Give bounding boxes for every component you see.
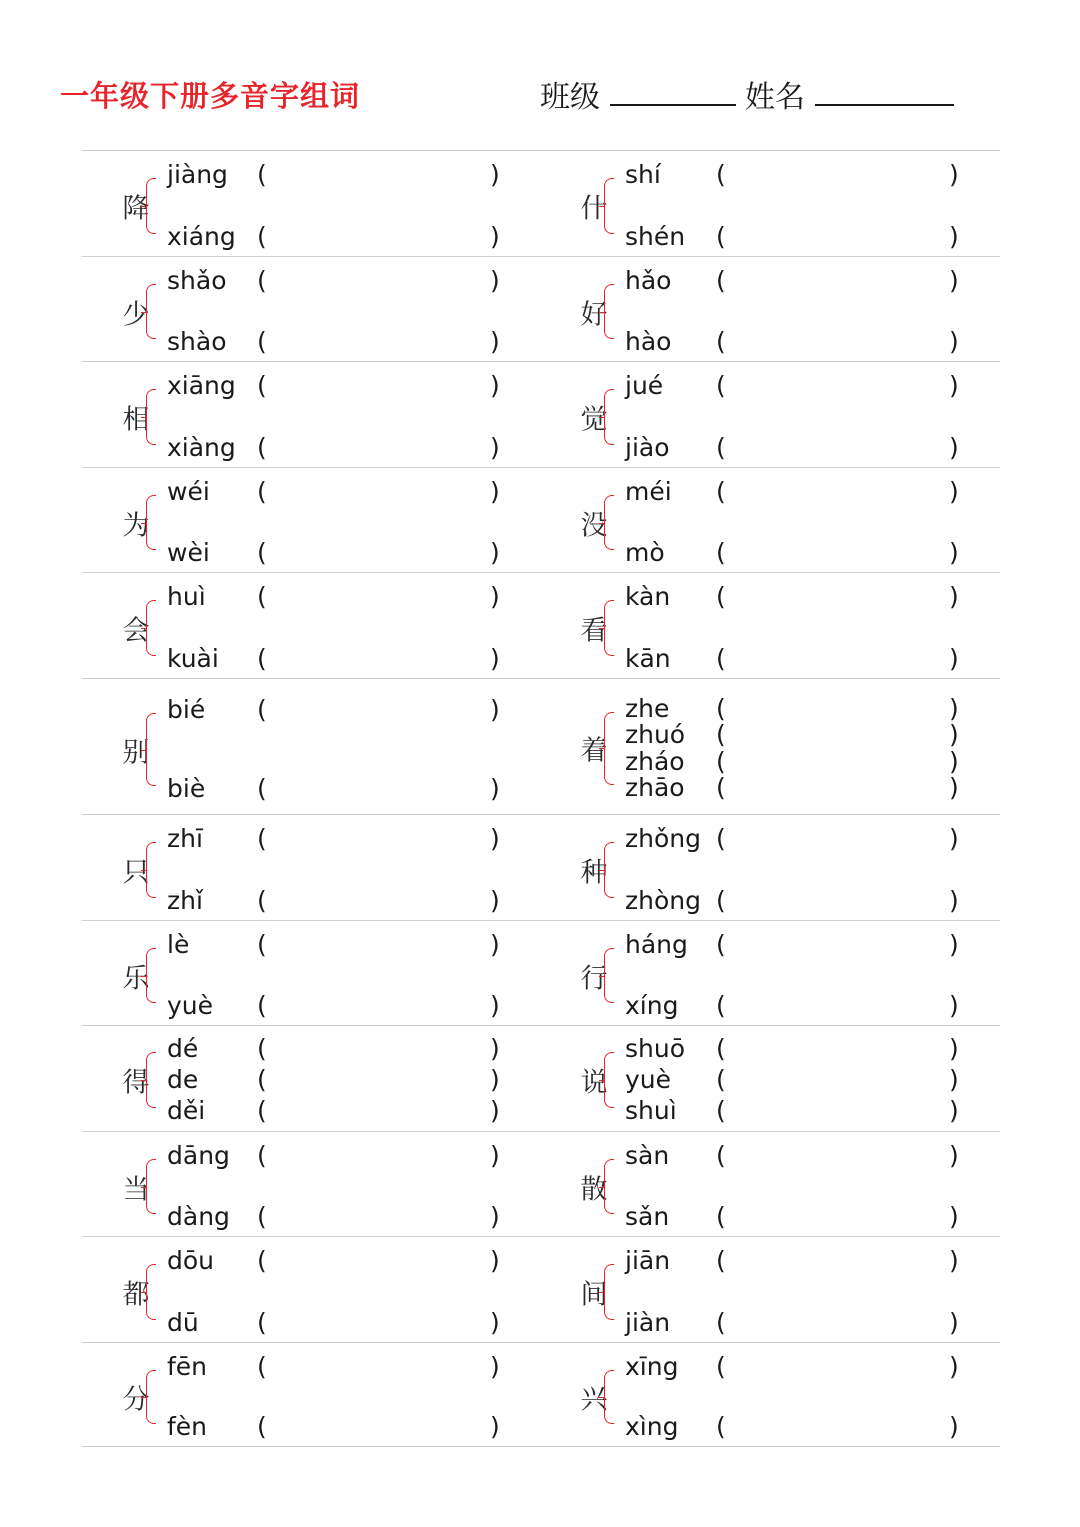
close-paren: ) — [949, 371, 959, 401]
word-answer-blank[interactable] — [731, 645, 941, 673]
open-paren: ( — [716, 432, 726, 462]
chinese-character: 都 — [122, 1279, 150, 1311]
right-exercise — [82, 1132, 1000, 1236]
word-answer-blank[interactable] — [731, 1203, 941, 1231]
chinese-character: 散 — [580, 1174, 608, 1206]
grouping-brace — [604, 600, 614, 655]
open-paren: ( — [257, 1412, 267, 1442]
word-answer-blank[interactable] — [731, 1066, 941, 1094]
grouping-brace — [604, 1159, 614, 1214]
pinyin-reading: wéi — [167, 477, 210, 507]
chinese-character: 分 — [122, 1384, 150, 1416]
chinese-character: 没 — [580, 510, 608, 542]
pinyin-reading: zhǐ — [167, 885, 203, 915]
chinese-character: 行 — [580, 963, 608, 995]
close-paren: ) — [949, 221, 959, 251]
pinyin-reading: shào — [167, 327, 227, 357]
open-paren: ( — [716, 1034, 726, 1064]
pinyin-reading: biè — [167, 774, 206, 804]
chinese-character: 间 — [580, 1279, 608, 1311]
open-paren: ( — [257, 1034, 267, 1064]
close-paren: ) — [490, 538, 500, 568]
word-answer-blank[interactable] — [731, 1309, 941, 1337]
word-answer-blank[interactable] — [731, 161, 941, 189]
close-paren: ) — [949, 538, 959, 568]
close-paren: ) — [949, 1202, 959, 1232]
pinyin-reading: xíng — [625, 991, 679, 1021]
pinyin-reading: sǎn — [625, 1202, 670, 1232]
chinese-character: 觉 — [580, 404, 608, 436]
pinyin-reading: háng — [625, 930, 688, 960]
pinyin-reading: xiáng — [167, 221, 236, 251]
close-paren: ) — [490, 824, 500, 854]
open-paren: ( — [257, 432, 267, 462]
word-answer-blank[interactable] — [731, 1353, 941, 1381]
close-paren: ) — [490, 643, 500, 673]
exercise-row — [82, 815, 1000, 921]
right-exercise — [82, 573, 1000, 678]
close-paren: ) — [490, 1095, 500, 1125]
close-paren: ) — [490, 477, 500, 507]
word-answer-blank[interactable] — [731, 992, 941, 1020]
right-exercise — [82, 468, 1000, 572]
grouping-brace — [604, 948, 614, 1003]
close-paren: ) — [949, 1307, 959, 1337]
open-paren: ( — [257, 695, 267, 725]
close-paren: ) — [490, 327, 500, 357]
name-label: 姓名 — [745, 80, 805, 115]
pinyin-reading: sàn — [625, 1141, 670, 1171]
open-paren: ( — [716, 1065, 726, 1095]
pinyin-reading: bié — [167, 695, 206, 725]
close-paren: ) — [490, 1202, 500, 1232]
close-paren: ) — [490, 1307, 500, 1337]
pinyin-reading: zhāo — [625, 772, 685, 802]
pinyin-reading: wèi — [167, 538, 210, 568]
close-paren: ) — [949, 693, 959, 723]
open-paren: ( — [257, 266, 267, 296]
exercise-row — [82, 1343, 1000, 1447]
pinyin-reading: dāng — [167, 1141, 230, 1171]
chinese-character: 得 — [122, 1067, 150, 1099]
open-paren: ( — [716, 221, 726, 251]
pinyin-reading: yuè — [625, 1065, 672, 1095]
close-paren: ) — [949, 824, 959, 854]
open-paren: ( — [257, 1307, 267, 1337]
grouping-brace — [604, 712, 614, 785]
pinyin-reading: dàng — [167, 1202, 230, 1232]
pinyin-reading: dū — [167, 1307, 199, 1337]
class-label: 班级 — [540, 80, 600, 115]
pinyin-reading: zháo — [625, 746, 685, 776]
grouping-brace — [604, 495, 614, 550]
word-answer-blank[interactable] — [731, 1035, 941, 1063]
exercise-grid — [82, 150, 1000, 1447]
open-paren: ( — [716, 1307, 726, 1337]
pinyin-reading: huì — [167, 582, 206, 612]
open-paren: ( — [257, 643, 267, 673]
open-paren: ( — [716, 824, 726, 854]
open-paren: ( — [257, 221, 267, 251]
chinese-character: 好 — [580, 299, 608, 331]
exercise-row — [82, 151, 1000, 257]
open-paren: ( — [716, 885, 726, 915]
pinyin-reading: xiàng — [167, 432, 236, 462]
open-paren: ( — [716, 991, 726, 1021]
open-paren: ( — [257, 1351, 267, 1381]
chinese-character: 别 — [122, 737, 150, 769]
chinese-character: 为 — [122, 510, 150, 542]
open-paren: ( — [257, 1202, 267, 1232]
word-answer-blank[interactable] — [731, 267, 941, 295]
chinese-character: 兴 — [580, 1384, 608, 1416]
word-answer-blank[interactable] — [731, 721, 941, 749]
pinyin-reading: shuì — [625, 1095, 677, 1125]
open-paren: ( — [257, 582, 267, 612]
pinyin-reading: yuè — [167, 991, 214, 1021]
close-paren: ) — [949, 746, 959, 776]
open-paren: ( — [257, 1246, 267, 1276]
word-answer-blank[interactable] — [731, 748, 941, 776]
close-paren: ) — [949, 432, 959, 462]
class-input-line[interactable] — [610, 104, 736, 106]
chinese-character: 什 — [580, 193, 608, 225]
close-paren: ) — [949, 1351, 959, 1381]
open-paren: ( — [716, 772, 726, 802]
word-answer-blank[interactable] — [731, 478, 941, 506]
close-paren: ) — [949, 1141, 959, 1171]
open-paren: ( — [716, 266, 726, 296]
open-paren: ( — [716, 327, 726, 357]
word-answer-blank[interactable] — [731, 328, 941, 356]
open-paren: ( — [257, 371, 267, 401]
open-paren: ( — [257, 327, 267, 357]
pinyin-reading: fēn — [167, 1351, 208, 1381]
open-paren: ( — [257, 1095, 267, 1125]
close-paren: ) — [490, 1246, 500, 1276]
pinyin-reading: xiāng — [167, 371, 236, 401]
open-paren: ( — [716, 720, 726, 750]
pinyin-reading: xīng — [625, 1351, 679, 1381]
open-paren: ( — [716, 538, 726, 568]
open-paren: ( — [716, 1246, 726, 1276]
pinyin-reading: shén — [625, 221, 686, 251]
chinese-character: 看 — [580, 615, 608, 647]
word-answer-blank[interactable] — [731, 887, 941, 915]
close-paren: ) — [949, 1095, 959, 1125]
pinyin-reading: zhī — [167, 824, 203, 854]
close-paren: ) — [949, 930, 959, 960]
chinese-character: 乐 — [122, 963, 150, 995]
close-paren: ) — [490, 266, 500, 296]
close-paren: ) — [490, 1351, 500, 1381]
word-answer-blank[interactable] — [731, 1413, 941, 1441]
pinyin-reading: zhòng — [625, 885, 701, 915]
open-paren: ( — [257, 538, 267, 568]
close-paren: ) — [949, 720, 959, 750]
pinyin-reading: méi — [625, 477, 672, 507]
open-paren: ( — [716, 930, 726, 960]
open-paren: ( — [257, 477, 267, 507]
open-paren: ( — [257, 991, 267, 1021]
close-paren: ) — [490, 774, 500, 804]
exercise-row — [82, 679, 1000, 815]
word-answer-blank[interactable] — [731, 583, 941, 611]
open-paren: ( — [257, 160, 267, 190]
grouping-brace — [604, 178, 614, 233]
right-exercise — [82, 921, 1000, 1025]
open-paren: ( — [716, 1095, 726, 1125]
pinyin-reading: jiàn — [625, 1307, 671, 1337]
word-answer-blank[interactable] — [731, 931, 941, 959]
open-paren: ( — [716, 160, 726, 190]
pinyin-reading: zhe — [625, 693, 670, 723]
close-paren: ) — [949, 160, 959, 190]
close-paren: ) — [949, 643, 959, 673]
close-paren: ) — [490, 221, 500, 251]
right-exercise — [82, 151, 1000, 256]
open-paren: ( — [716, 582, 726, 612]
close-paren: ) — [490, 1412, 500, 1442]
grouping-brace — [604, 1052, 614, 1107]
close-paren: ) — [949, 327, 959, 357]
right-exercise — [82, 362, 1000, 467]
pinyin-reading: shǎo — [167, 266, 227, 296]
page-title: 一年级下册多音字组词 — [60, 79, 361, 113]
pinyin-reading: jiàng — [167, 160, 228, 190]
name-input-line[interactable] — [815, 104, 954, 106]
exercise-row — [82, 921, 1000, 1026]
close-paren: ) — [490, 991, 500, 1021]
chinese-character: 当 — [122, 1174, 150, 1206]
open-paren: ( — [257, 1141, 267, 1171]
close-paren: ) — [949, 477, 959, 507]
right-exercise — [82, 257, 1000, 361]
grouping-brace — [604, 389, 614, 444]
right-exercise — [82, 1343, 1000, 1446]
close-paren: ) — [490, 371, 500, 401]
open-paren: ( — [257, 824, 267, 854]
open-paren: ( — [257, 1065, 267, 1095]
open-paren: ( — [716, 1351, 726, 1381]
word-answer-blank[interactable] — [731, 1097, 941, 1125]
open-paren: ( — [257, 930, 267, 960]
word-answer-blank[interactable] — [731, 1247, 941, 1275]
exercise-row — [82, 1026, 1000, 1132]
chinese-character: 相 — [122, 404, 150, 436]
chinese-character: 少 — [122, 299, 150, 331]
close-paren: ) — [949, 885, 959, 915]
grouping-brace — [604, 842, 614, 897]
pinyin-reading: fèn — [167, 1412, 208, 1442]
close-paren: ) — [949, 1246, 959, 1276]
exercise-row — [82, 1132, 1000, 1237]
close-paren: ) — [949, 266, 959, 296]
close-paren: ) — [490, 1065, 500, 1095]
pinyin-reading: jué — [625, 371, 664, 401]
pinyin-reading: kān — [625, 643, 671, 673]
word-answer-blank[interactable] — [731, 774, 941, 802]
close-paren: ) — [949, 991, 959, 1021]
word-answer-blank[interactable] — [731, 825, 941, 853]
right-exercise — [82, 679, 1000, 814]
exercise-row — [82, 362, 1000, 468]
open-paren: ( — [257, 774, 267, 804]
pinyin-reading: dōu — [167, 1246, 215, 1276]
open-paren: ( — [716, 371, 726, 401]
pinyin-reading: hào — [625, 327, 672, 357]
close-paren: ) — [490, 432, 500, 462]
close-paren: ) — [949, 1034, 959, 1064]
close-paren: ) — [949, 1065, 959, 1095]
close-paren: ) — [490, 885, 500, 915]
open-paren: ( — [257, 885, 267, 915]
pinyin-reading: zhǒng — [625, 824, 701, 854]
pinyin-reading: děi — [167, 1095, 206, 1125]
word-answer-blank[interactable] — [731, 372, 941, 400]
word-answer-blank[interactable] — [731, 1142, 941, 1170]
chinese-character: 说 — [580, 1067, 608, 1099]
pinyin-reading: de — [167, 1065, 199, 1095]
open-paren: ( — [716, 1412, 726, 1442]
close-paren: ) — [949, 1412, 959, 1442]
chinese-character: 会 — [122, 615, 150, 647]
exercise-row — [82, 468, 1000, 573]
right-exercise — [82, 815, 1000, 920]
grouping-brace — [604, 284, 614, 339]
chinese-character: 种 — [580, 857, 608, 889]
close-paren: ) — [949, 582, 959, 612]
open-paren: ( — [716, 477, 726, 507]
pinyin-reading: hǎo — [625, 266, 672, 296]
worksheet-header — [0, 0, 1080, 140]
open-paren: ( — [716, 746, 726, 776]
pinyin-reading: zhuó — [625, 720, 686, 750]
pinyin-reading: xìng — [625, 1412, 679, 1442]
close-paren: ) — [490, 695, 500, 725]
pinyin-reading: shí — [625, 160, 661, 190]
word-answer-blank[interactable] — [731, 434, 941, 462]
grouping-brace — [604, 1370, 614, 1424]
open-paren: ( — [716, 693, 726, 723]
close-paren: ) — [490, 930, 500, 960]
pinyin-reading: kàn — [625, 582, 671, 612]
pinyin-reading: jiào — [625, 432, 670, 462]
right-exercise — [82, 1237, 1000, 1342]
close-paren: ) — [490, 160, 500, 190]
pinyin-reading: kuài — [167, 643, 219, 673]
right-exercise — [82, 1026, 1000, 1131]
word-answer-blank[interactable] — [731, 695, 941, 723]
close-paren: ) — [490, 582, 500, 612]
close-paren: ) — [949, 772, 959, 802]
exercise-row — [82, 257, 1000, 362]
word-answer-blank[interactable] — [731, 539, 941, 567]
pinyin-reading: dé — [167, 1034, 199, 1064]
exercise-row — [82, 573, 1000, 679]
pinyin-reading: lè — [167, 930, 190, 960]
open-paren: ( — [716, 643, 726, 673]
chinese-character: 只 — [122, 857, 150, 889]
grouping-brace — [604, 1264, 614, 1319]
open-paren: ( — [716, 1141, 726, 1171]
pinyin-reading: mò — [625, 538, 665, 568]
pinyin-reading: jiān — [625, 1246, 671, 1276]
close-paren: ) — [490, 1141, 500, 1171]
exercise-row — [82, 1237, 1000, 1343]
chinese-character: 降 — [122, 193, 150, 225]
chinese-character: 着 — [580, 735, 608, 767]
pinyin-reading: shuō — [625, 1034, 686, 1064]
word-answer-blank[interactable] — [731, 223, 941, 251]
close-paren: ) — [490, 1034, 500, 1064]
open-paren: ( — [716, 1202, 726, 1232]
